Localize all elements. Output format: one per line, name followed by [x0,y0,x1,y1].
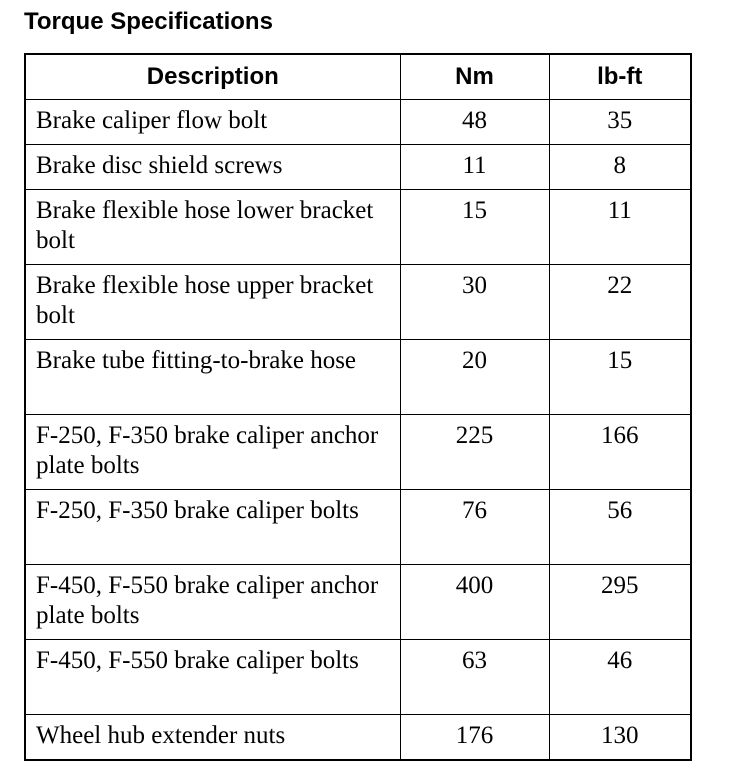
row-nm: 20 [400,340,549,415]
header-lbft: lb-ft [549,54,691,100]
row-lbft: 35 [549,100,691,145]
table-row [25,145,691,190]
row-nm: 76 [400,490,549,565]
table-row [25,490,691,565]
row-description: Brake flexible hose upper bracket bolt [25,265,400,340]
row-lbft: 22 [549,265,691,340]
row-lbft: 130 [549,715,691,761]
row-lbft: 46 [549,640,691,715]
table-row [25,265,691,340]
row-description: Wheel hub extender nuts [25,715,400,761]
row-description: Brake caliper flow bolt [25,100,400,145]
table-row [25,415,691,490]
row-description: F-450, F-550 brake caliper anchor plate bolts [25,565,400,640]
row-description: F-450, F-550 brake caliper bolts [25,640,400,715]
table-row [25,190,691,265]
table-row [25,100,691,145]
row-lbft: 8 [549,145,691,190]
row-lbft: 295 [549,565,691,640]
row-lbft: 166 [549,415,691,490]
row-description: Brake tube fitting-to-brake hose [25,340,400,415]
row-lbft: 56 [549,490,691,565]
table-header-row [25,54,691,100]
table-row [25,565,691,640]
table-row [25,640,691,715]
row-description: F-250, F-350 brake caliper bolts [25,490,400,565]
header-description: Description [25,54,400,100]
row-description: F-250, F-350 brake caliper anchor plate bolts [25,415,400,490]
row-nm: 63 [400,640,549,715]
header-nm: Nm [400,54,549,100]
row-nm: 30 [400,265,549,340]
row-nm: 225 [400,415,549,490]
table-row [25,715,691,761]
row-lbft: 11 [549,190,691,265]
row-description: Brake flexible hose lower bracket bolt [25,190,400,265]
row-lbft: 15 [549,340,691,415]
page-title: Torque Specifications [24,8,273,35]
torque-spec-table [24,53,692,761]
row-nm: 400 [400,565,549,640]
table-row [25,340,691,415]
row-nm: 176 [400,715,549,761]
row-nm: 11 [400,145,549,190]
row-nm: 48 [400,100,549,145]
row-description: Brake disc shield screws [25,145,400,190]
row-nm: 15 [400,190,549,265]
